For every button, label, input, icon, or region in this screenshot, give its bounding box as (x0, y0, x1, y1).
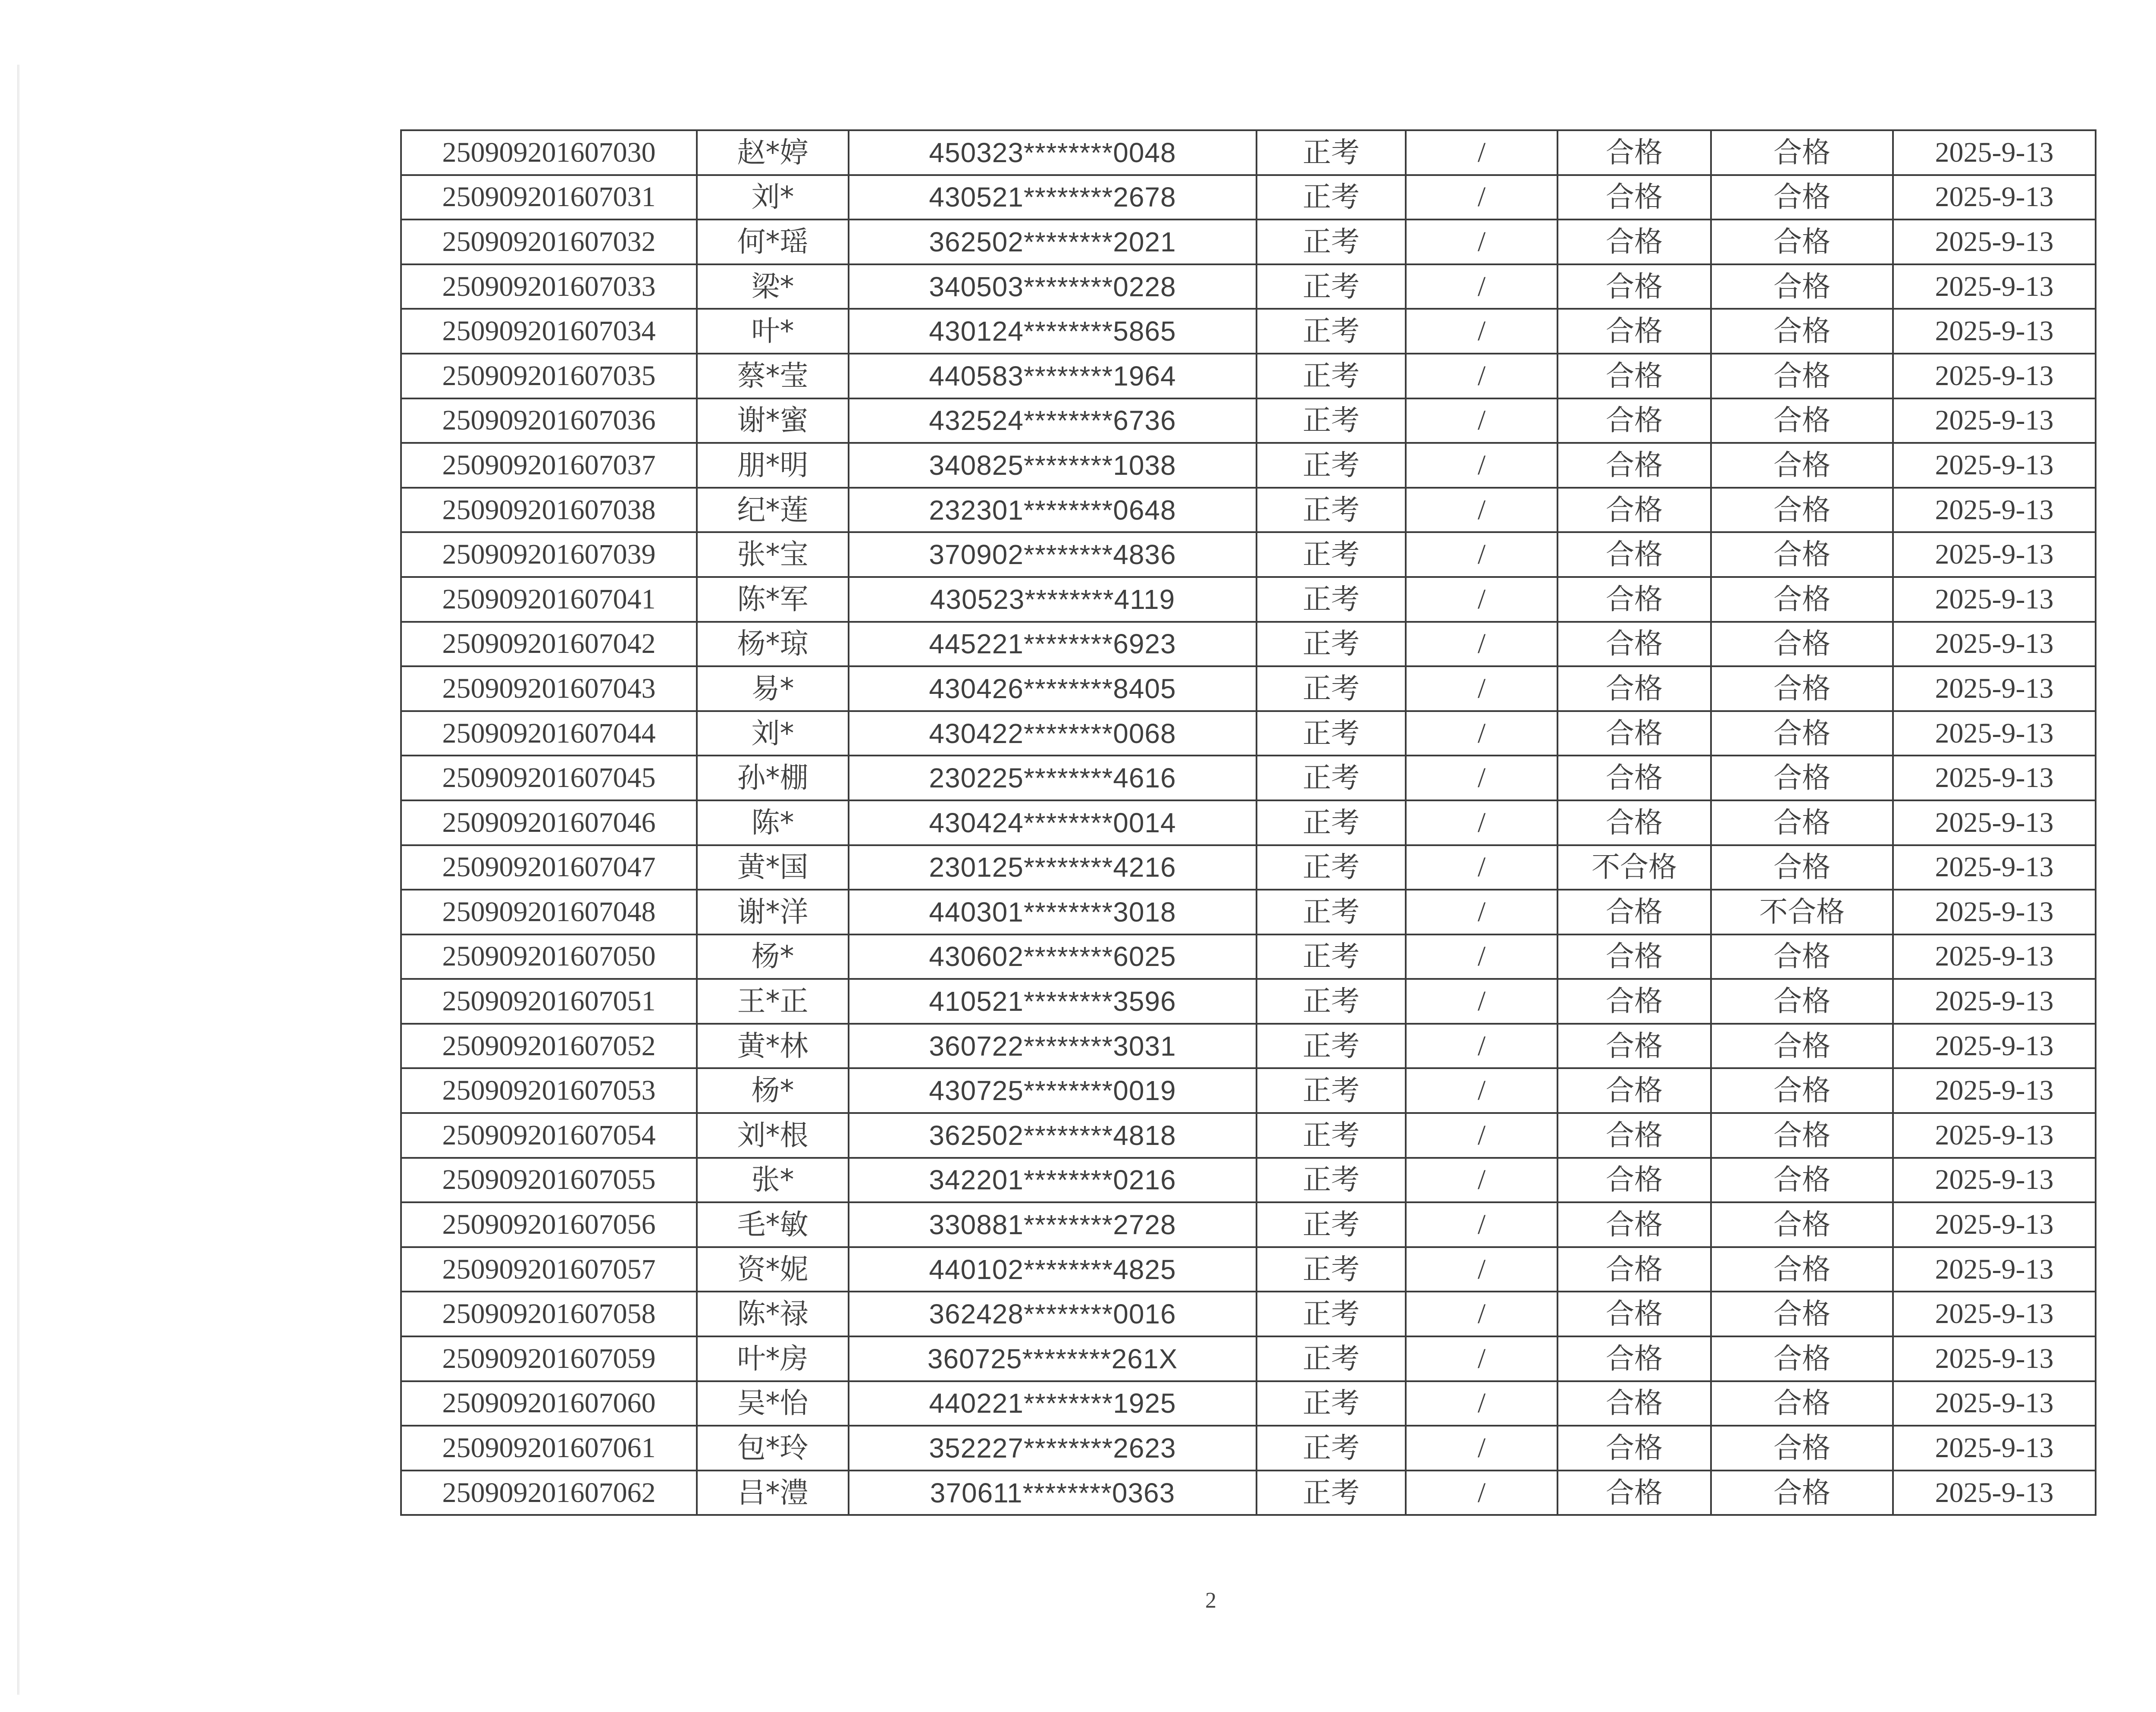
exam-number-cell: 250909201607055 (401, 1158, 697, 1203)
exam-number-cell: 250909201607031 (401, 175, 697, 220)
practical-result-cell: 不合格 (1711, 890, 1893, 934)
theory-result-cell: 合格 (1557, 219, 1711, 264)
table-row (401, 264, 2096, 309)
exam-number-cell: 250909201607052 (401, 1024, 697, 1069)
id-number-cell: 352227********2623 (849, 1426, 1257, 1471)
makeup-mark-cell: / (1406, 488, 1557, 533)
candidate-name-cell: 谢*蜜 (697, 398, 849, 443)
candidate-name-cell: 包*玲 (697, 1426, 849, 1471)
table-row (401, 398, 2096, 443)
table-row (401, 354, 2096, 398)
exam-date-cell: 2025-9-13 (1893, 264, 2096, 309)
candidate-name-cell: 赵*婷 (697, 130, 849, 175)
practical-result-cell: 合格 (1711, 309, 1893, 354)
theory-result-cell: 合格 (1557, 1113, 1711, 1158)
exam-type-cell: 正考 (1257, 845, 1406, 890)
exam-type-cell: 正考 (1257, 443, 1406, 488)
id-number-cell: 340503********0228 (849, 264, 1257, 309)
makeup-mark-cell: / (1406, 443, 1557, 488)
table-row (401, 1113, 2096, 1158)
candidate-name-cell: 杨*琼 (697, 622, 849, 667)
makeup-mark-cell: / (1406, 1024, 1557, 1069)
makeup-mark-cell: / (1406, 1068, 1557, 1113)
exam-type-cell: 正考 (1257, 130, 1406, 175)
results-table-container (400, 129, 2095, 1516)
candidate-name-cell: 易* (697, 666, 849, 711)
id-number-cell: 370902********4836 (849, 532, 1257, 577)
candidate-name-cell: 刘*根 (697, 1113, 849, 1158)
exam-date-cell: 2025-9-13 (1893, 622, 2096, 667)
id-number-cell: 430602********6025 (849, 934, 1257, 979)
theory-result-cell: 合格 (1557, 1068, 1711, 1113)
practical-result-cell: 合格 (1711, 756, 1893, 800)
theory-result-cell: 合格 (1557, 1292, 1711, 1336)
exam-date-cell: 2025-9-13 (1893, 845, 2096, 890)
exam-type-cell: 正考 (1257, 979, 1406, 1024)
theory-result-cell: 合格 (1557, 264, 1711, 309)
id-number-cell: 362502********2021 (849, 219, 1257, 264)
exam-number-cell: 250909201607032 (401, 219, 697, 264)
exam-date-cell: 2025-9-13 (1893, 1202, 2096, 1247)
exam-date-cell: 2025-9-13 (1893, 1426, 2096, 1471)
exam-number-cell: 250909201607042 (401, 622, 697, 667)
page-number: 2 (1205, 1588, 1216, 1613)
makeup-mark-cell: / (1406, 800, 1557, 845)
exam-date-cell: 2025-9-13 (1893, 1247, 2096, 1292)
makeup-mark-cell: / (1406, 1247, 1557, 1292)
id-number-cell: 440221********1925 (849, 1381, 1257, 1426)
exam-type-cell: 正考 (1257, 577, 1406, 622)
exam-type-cell: 正考 (1257, 354, 1406, 398)
makeup-mark-cell: / (1406, 756, 1557, 800)
theory-result-cell: 合格 (1557, 979, 1711, 1024)
id-number-cell: 430422********0068 (849, 711, 1257, 756)
exam-number-cell: 250909201607038 (401, 488, 697, 533)
exam-date-cell: 2025-9-13 (1893, 219, 2096, 264)
exam-type-cell: 正考 (1257, 756, 1406, 800)
candidate-name-cell: 陈* (697, 800, 849, 845)
table-row (401, 1471, 2096, 1515)
exam-number-cell: 250909201607030 (401, 130, 697, 175)
exam-number-cell: 250909201607062 (401, 1471, 697, 1515)
exam-date-cell: 2025-9-13 (1893, 488, 2096, 533)
candidate-name-cell: 黄*林 (697, 1024, 849, 1069)
exam-type-cell: 正考 (1257, 1158, 1406, 1203)
exam-number-cell: 250909201607061 (401, 1426, 697, 1471)
makeup-mark-cell: / (1406, 1158, 1557, 1203)
practical-result-cell: 合格 (1711, 219, 1893, 264)
makeup-mark-cell: / (1406, 1113, 1557, 1158)
practical-result-cell: 合格 (1711, 934, 1893, 979)
id-number-cell: 370611********0363 (849, 1471, 1257, 1515)
exam-number-cell: 250909201607050 (401, 934, 697, 979)
exam-type-cell: 正考 (1257, 800, 1406, 845)
scan-edge-shadow (17, 65, 20, 1695)
table-row (401, 1426, 2096, 1471)
practical-result-cell: 合格 (1711, 711, 1893, 756)
exam-number-cell: 250909201607046 (401, 800, 697, 845)
exam-type-cell: 正考 (1257, 1426, 1406, 1471)
exam-date-cell: 2025-9-13 (1893, 934, 2096, 979)
exam-type-cell: 正考 (1257, 398, 1406, 443)
table-row (401, 1336, 2096, 1381)
table-row (401, 1202, 2096, 1247)
exam-number-cell: 250909201607037 (401, 443, 697, 488)
exam-date-cell: 2025-9-13 (1893, 1336, 2096, 1381)
id-number-cell: 430426********8405 (849, 666, 1257, 711)
practical-result-cell: 合格 (1711, 1158, 1893, 1203)
id-number-cell: 430424********0014 (849, 800, 1257, 845)
exam-date-cell: 2025-9-13 (1893, 890, 2096, 934)
theory-result-cell: 合格 (1557, 532, 1711, 577)
makeup-mark-cell: / (1406, 1202, 1557, 1247)
table-row (401, 845, 2096, 890)
exam-type-cell: 正考 (1257, 1202, 1406, 1247)
practical-result-cell: 合格 (1711, 1247, 1893, 1292)
makeup-mark-cell: / (1406, 264, 1557, 309)
makeup-mark-cell: / (1406, 309, 1557, 354)
table-row (401, 577, 2096, 622)
exam-date-cell: 2025-9-13 (1893, 175, 2096, 220)
practical-result-cell: 合格 (1711, 354, 1893, 398)
practical-result-cell: 合格 (1711, 1202, 1893, 1247)
exam-number-cell: 250909201607033 (401, 264, 697, 309)
candidate-name-cell: 蔡*莹 (697, 354, 849, 398)
exam-date-cell: 2025-9-13 (1893, 1381, 2096, 1426)
practical-result-cell: 合格 (1711, 800, 1893, 845)
exam-number-cell: 250909201607051 (401, 979, 697, 1024)
candidate-name-cell: 刘* (697, 175, 849, 220)
exam-date-cell: 2025-9-13 (1893, 309, 2096, 354)
table-row (401, 711, 2096, 756)
id-number-cell: 362502********4818 (849, 1113, 1257, 1158)
id-number-cell: 230225********4616 (849, 756, 1257, 800)
exam-type-cell: 正考 (1257, 532, 1406, 577)
makeup-mark-cell: / (1406, 532, 1557, 577)
table-row (401, 890, 2096, 934)
candidate-name-cell: 吕*澧 (697, 1471, 849, 1515)
table-row (401, 666, 2096, 711)
exam-type-cell: 正考 (1257, 219, 1406, 264)
practical-result-cell: 合格 (1711, 1381, 1893, 1426)
practical-result-cell: 合格 (1711, 979, 1893, 1024)
exam-number-cell: 250909201607053 (401, 1068, 697, 1113)
theory-result-cell: 不合格 (1557, 845, 1711, 890)
table-row (401, 309, 2096, 354)
exam-number-cell: 250909201607057 (401, 1247, 697, 1292)
id-number-cell: 230125********4216 (849, 845, 1257, 890)
exam-type-cell: 正考 (1257, 1336, 1406, 1381)
id-number-cell: 360722********3031 (849, 1024, 1257, 1069)
candidate-name-cell: 梁* (697, 264, 849, 309)
table-row (401, 622, 2096, 667)
exam-type-cell: 正考 (1257, 711, 1406, 756)
table-row (401, 219, 2096, 264)
practical-result-cell: 合格 (1711, 1292, 1893, 1336)
candidate-name-cell: 张* (697, 1158, 849, 1203)
makeup-mark-cell: / (1406, 577, 1557, 622)
exam-number-cell: 250909201607044 (401, 711, 697, 756)
id-number-cell: 232301********0648 (849, 488, 1257, 533)
practical-result-cell: 合格 (1711, 130, 1893, 175)
candidate-name-cell: 张*宝 (697, 532, 849, 577)
id-number-cell: 362428********0016 (849, 1292, 1257, 1336)
id-number-cell: 430725********0019 (849, 1068, 1257, 1113)
exam-type-cell: 正考 (1257, 309, 1406, 354)
id-number-cell: 450323********0048 (849, 130, 1257, 175)
makeup-mark-cell: / (1406, 622, 1557, 667)
candidate-name-cell: 何*瑶 (697, 219, 849, 264)
practical-result-cell: 合格 (1711, 532, 1893, 577)
theory-result-cell: 合格 (1557, 577, 1711, 622)
table-row (401, 934, 2096, 979)
table-row (401, 1381, 2096, 1426)
id-number-cell: 432524********6736 (849, 398, 1257, 443)
id-number-cell: 445221********6923 (849, 622, 1257, 667)
id-number-cell: 430523********4119 (849, 577, 1257, 622)
exam-date-cell: 2025-9-13 (1893, 1292, 2096, 1336)
exam-type-cell: 正考 (1257, 1068, 1406, 1113)
practical-result-cell: 合格 (1711, 175, 1893, 220)
candidate-name-cell: 吴*怡 (697, 1381, 849, 1426)
theory-result-cell: 合格 (1557, 666, 1711, 711)
candidate-name-cell: 谢*洋 (697, 890, 849, 934)
makeup-mark-cell: / (1406, 354, 1557, 398)
table-row (401, 1158, 2096, 1203)
table-row (401, 1247, 2096, 1292)
candidate-name-cell: 朋*明 (697, 443, 849, 488)
candidate-name-cell: 杨* (697, 1068, 849, 1113)
id-number-cell: 340825********1038 (849, 443, 1257, 488)
exam-date-cell: 2025-9-13 (1893, 443, 2096, 488)
practical-result-cell: 合格 (1711, 666, 1893, 711)
candidate-name-cell: 黄*国 (697, 845, 849, 890)
makeup-mark-cell: / (1406, 219, 1557, 264)
exam-number-cell: 250909201607048 (401, 890, 697, 934)
exam-date-cell: 2025-9-13 (1893, 979, 2096, 1024)
theory-result-cell: 合格 (1557, 1202, 1711, 1247)
practical-result-cell: 合格 (1711, 845, 1893, 890)
theory-result-cell: 合格 (1557, 622, 1711, 667)
exam-date-cell: 2025-9-13 (1893, 711, 2096, 756)
exam-type-cell: 正考 (1257, 1292, 1406, 1336)
candidate-name-cell: 孙*棚 (697, 756, 849, 800)
exam-date-cell: 2025-9-13 (1893, 1471, 2096, 1515)
makeup-mark-cell: / (1406, 845, 1557, 890)
table-row (401, 1292, 2096, 1336)
makeup-mark-cell: / (1406, 934, 1557, 979)
theory-result-cell: 合格 (1557, 443, 1711, 488)
table-row (401, 443, 2096, 488)
id-number-cell: 440301********3018 (849, 890, 1257, 934)
makeup-mark-cell: / (1406, 1292, 1557, 1336)
exam-date-cell: 2025-9-13 (1893, 666, 2096, 711)
table-row (401, 756, 2096, 800)
exam-number-cell: 250909201607058 (401, 1292, 697, 1336)
exam-date-cell: 2025-9-13 (1893, 800, 2096, 845)
id-number-cell: 430521********2678 (849, 175, 1257, 220)
exam-type-cell: 正考 (1257, 666, 1406, 711)
exam-type-cell: 正考 (1257, 622, 1406, 667)
theory-result-cell: 合格 (1557, 175, 1711, 220)
makeup-mark-cell: / (1406, 890, 1557, 934)
candidate-name-cell: 资*妮 (697, 1247, 849, 1292)
practical-result-cell: 合格 (1711, 622, 1893, 667)
exam-date-cell: 2025-9-13 (1893, 354, 2096, 398)
id-number-cell: 360725********261X (849, 1336, 1257, 1381)
makeup-mark-cell: / (1406, 130, 1557, 175)
exam-type-cell: 正考 (1257, 890, 1406, 934)
practical-result-cell: 合格 (1711, 1426, 1893, 1471)
theory-result-cell: 合格 (1557, 1381, 1711, 1426)
table-body (401, 130, 2096, 1515)
theory-result-cell: 合格 (1557, 1471, 1711, 1515)
makeup-mark-cell: / (1406, 1471, 1557, 1515)
candidate-name-cell: 纪*莲 (697, 488, 849, 533)
candidate-name-cell: 叶*房 (697, 1336, 849, 1381)
makeup-mark-cell: / (1406, 1426, 1557, 1471)
theory-result-cell: 合格 (1557, 890, 1711, 934)
makeup-mark-cell: / (1406, 175, 1557, 220)
candidate-name-cell: 毛*敏 (697, 1202, 849, 1247)
exam-date-cell: 2025-9-13 (1893, 1024, 2096, 1069)
exam-number-cell: 250909201607039 (401, 532, 697, 577)
id-number-cell: 330881********2728 (849, 1202, 1257, 1247)
practical-result-cell: 合格 (1711, 264, 1893, 309)
practical-result-cell: 合格 (1711, 1336, 1893, 1381)
table-row (401, 488, 2096, 533)
exam-number-cell: 250909201607047 (401, 845, 697, 890)
practical-result-cell: 合格 (1711, 398, 1893, 443)
practical-result-cell: 合格 (1711, 1471, 1893, 1515)
exam-number-cell: 250909201607060 (401, 1381, 697, 1426)
exam-number-cell: 250909201607054 (401, 1113, 697, 1158)
candidate-name-cell: 叶* (697, 309, 849, 354)
exam-date-cell: 2025-9-13 (1893, 130, 2096, 175)
makeup-mark-cell: / (1406, 711, 1557, 756)
id-number-cell: 410521********3596 (849, 979, 1257, 1024)
exam-type-cell: 正考 (1257, 175, 1406, 220)
exam-date-cell: 2025-9-13 (1893, 532, 2096, 577)
exam-number-cell: 250909201607059 (401, 1336, 697, 1381)
theory-result-cell: 合格 (1557, 1024, 1711, 1069)
exam-number-cell: 250909201607043 (401, 666, 697, 711)
theory-result-cell: 合格 (1557, 1336, 1711, 1381)
candidate-name-cell: 刘* (697, 711, 849, 756)
id-number-cell: 440583********1964 (849, 354, 1257, 398)
makeup-mark-cell: / (1406, 398, 1557, 443)
table-row (401, 979, 2096, 1024)
candidate-name-cell: 陈*禄 (697, 1292, 849, 1336)
exam-date-cell: 2025-9-13 (1893, 1068, 2096, 1113)
theory-result-cell: 合格 (1557, 711, 1711, 756)
exam-type-cell: 正考 (1257, 264, 1406, 309)
exam-type-cell: 正考 (1257, 1381, 1406, 1426)
practical-result-cell: 合格 (1711, 1113, 1893, 1158)
theory-result-cell: 合格 (1557, 1426, 1711, 1471)
makeup-mark-cell: / (1406, 1381, 1557, 1426)
practical-result-cell: 合格 (1711, 443, 1893, 488)
exam-number-cell: 250909201607034 (401, 309, 697, 354)
theory-result-cell: 合格 (1557, 800, 1711, 845)
id-number-cell: 342201********0216 (849, 1158, 1257, 1203)
theory-result-cell: 合格 (1557, 398, 1711, 443)
exam-number-cell: 250909201607056 (401, 1202, 697, 1247)
theory-result-cell: 合格 (1557, 1158, 1711, 1203)
exam-date-cell: 2025-9-13 (1893, 577, 2096, 622)
exam-date-cell: 2025-9-13 (1893, 756, 2096, 800)
practical-result-cell: 合格 (1711, 577, 1893, 622)
exam-number-cell: 250909201607035 (401, 354, 697, 398)
practical-result-cell: 合格 (1711, 1024, 1893, 1069)
theory-result-cell: 合格 (1557, 130, 1711, 175)
candidate-name-cell: 王*正 (697, 979, 849, 1024)
theory-result-cell: 合格 (1557, 354, 1711, 398)
table-row (401, 532, 2096, 577)
exam-type-cell: 正考 (1257, 934, 1406, 979)
table-row (401, 800, 2096, 845)
practical-result-cell: 合格 (1711, 1068, 1893, 1113)
table-row (401, 1068, 2096, 1113)
table-row (401, 1024, 2096, 1069)
theory-result-cell: 合格 (1557, 934, 1711, 979)
exam-type-cell: 正考 (1257, 1024, 1406, 1069)
id-number-cell: 430124********5865 (849, 309, 1257, 354)
exam-number-cell: 250909201607045 (401, 756, 697, 800)
theory-result-cell: 合格 (1557, 309, 1711, 354)
makeup-mark-cell: / (1406, 1336, 1557, 1381)
table-row (401, 130, 2096, 175)
candidate-name-cell: 杨* (697, 934, 849, 979)
exam-type-cell: 正考 (1257, 1113, 1406, 1158)
exam-date-cell: 2025-9-13 (1893, 1158, 2096, 1203)
candidate-name-cell: 陈*军 (697, 577, 849, 622)
makeup-mark-cell: / (1406, 979, 1557, 1024)
exam-number-cell: 250909201607041 (401, 577, 697, 622)
exam-number-cell: 250909201607036 (401, 398, 697, 443)
table-row (401, 175, 2096, 220)
id-number-cell: 440102********4825 (849, 1247, 1257, 1292)
exam-date-cell: 2025-9-13 (1893, 1113, 2096, 1158)
exam-results-table (400, 129, 2096, 1516)
practical-result-cell: 合格 (1711, 488, 1893, 533)
makeup-mark-cell: / (1406, 666, 1557, 711)
exam-type-cell: 正考 (1257, 1247, 1406, 1292)
theory-result-cell: 合格 (1557, 488, 1711, 533)
exam-date-cell: 2025-9-13 (1893, 398, 2096, 443)
theory-result-cell: 合格 (1557, 1247, 1711, 1292)
exam-type-cell: 正考 (1257, 488, 1406, 533)
theory-result-cell: 合格 (1557, 756, 1711, 800)
exam-type-cell: 正考 (1257, 1471, 1406, 1515)
